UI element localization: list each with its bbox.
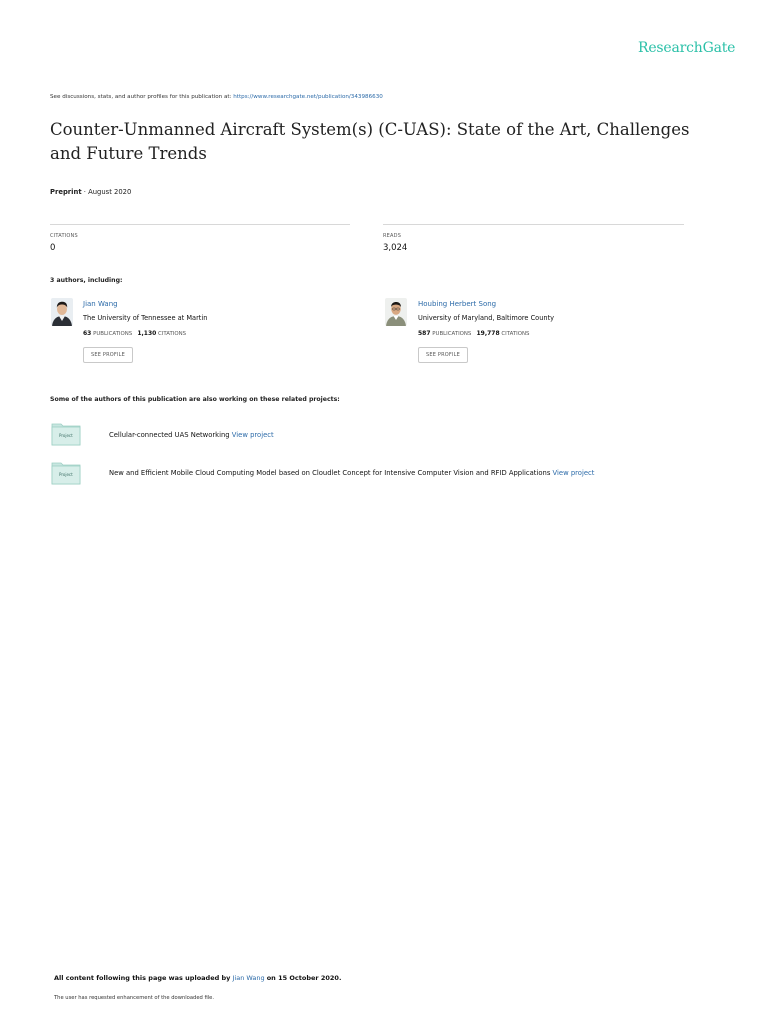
citations-label: CITATIONS [158, 331, 187, 337]
citations-count: 19,778 [476, 330, 500, 337]
publication-url-link[interactable]: https://www.researchgate.net/publication/343986630 [233, 94, 383, 100]
project-item [109, 469, 594, 477]
citations-count: 1,130 [137, 330, 157, 337]
author-stats [418, 330, 529, 337]
citations-label: CITATIONS [50, 233, 78, 239]
publication-date: · August 2020 [83, 188, 132, 196]
citations-divider [50, 224, 350, 225]
authors-heading: 3 authors, including: [50, 277, 123, 284]
view-project-link[interactable]: View project [552, 469, 595, 477]
author-affiliation: The University of Tennessee at Martin [83, 314, 208, 322]
project-name: Cellular-connected UAS Networking [109, 431, 230, 439]
project-folder-icon [51, 461, 81, 485]
project-icon-label: Project [59, 433, 73, 438]
see-profile-button[interactable]: SEE PROFILE [418, 347, 468, 363]
discussion-line [50, 94, 383, 100]
upload-suffix: on 15 October 2020. [266, 974, 342, 982]
upload-notice [54, 974, 341, 982]
project-item [109, 431, 274, 439]
publication-type [50, 188, 131, 196]
author-name-link[interactable]: Houbing Herbert Song [418, 300, 497, 308]
discussion-prefix: See discussions, stats, and author profiles for this publication at: [50, 94, 232, 100]
publications-count: 63 [83, 330, 92, 337]
citations-value: 0 [50, 243, 56, 253]
reads-value: 3,024 [383, 243, 408, 253]
author-avatar-jian-wang[interactable] [51, 298, 73, 326]
researchgate-logo[interactable]: ResearchGate [638, 40, 736, 56]
project-folder-icon [51, 422, 81, 446]
publications-label: PUBLICATIONS [432, 331, 472, 337]
author-affiliation: University of Maryland, Baltimore County [418, 314, 555, 322]
see-profile-button[interactable]: SEE PROFILE [83, 347, 133, 363]
author-avatar-houbing-song[interactable] [385, 298, 407, 326]
upload-prefix: All content following this page was uploaded by [54, 974, 231, 982]
reads-label: READS [383, 233, 402, 239]
project-name: New and Efficient Mobile Cloud Computing Model based on Cloudlet Concept for Intensive Computer Vision and RFID Applications [109, 469, 551, 477]
citations-label: CITATIONS [501, 331, 530, 337]
enhancement-notice: The user has requested enhancement of the downloaded file. [54, 995, 215, 1001]
publication-type-label: Preprint [50, 188, 82, 196]
related-projects-heading: Some of the authors of this publication are also working on these related projects: [50, 396, 340, 403]
author-name-link[interactable]: Jian Wang [83, 300, 118, 308]
publications-label: PUBLICATIONS [93, 331, 133, 337]
uploader-link[interactable]: Jian Wang [232, 974, 265, 982]
author-stats [83, 330, 186, 337]
publication-title: Counter-Unmanned Aircraft System(s) (C-UAS): State of the Art, Challenges and Future Trends [50, 120, 690, 163]
publications-count: 587 [418, 330, 431, 337]
view-project-link[interactable]: View project [231, 431, 274, 439]
reads-divider [383, 224, 684, 225]
person-photo-icon [385, 298, 407, 326]
project-icon-label: Project [59, 472, 73, 477]
person-photo-icon [51, 298, 73, 326]
